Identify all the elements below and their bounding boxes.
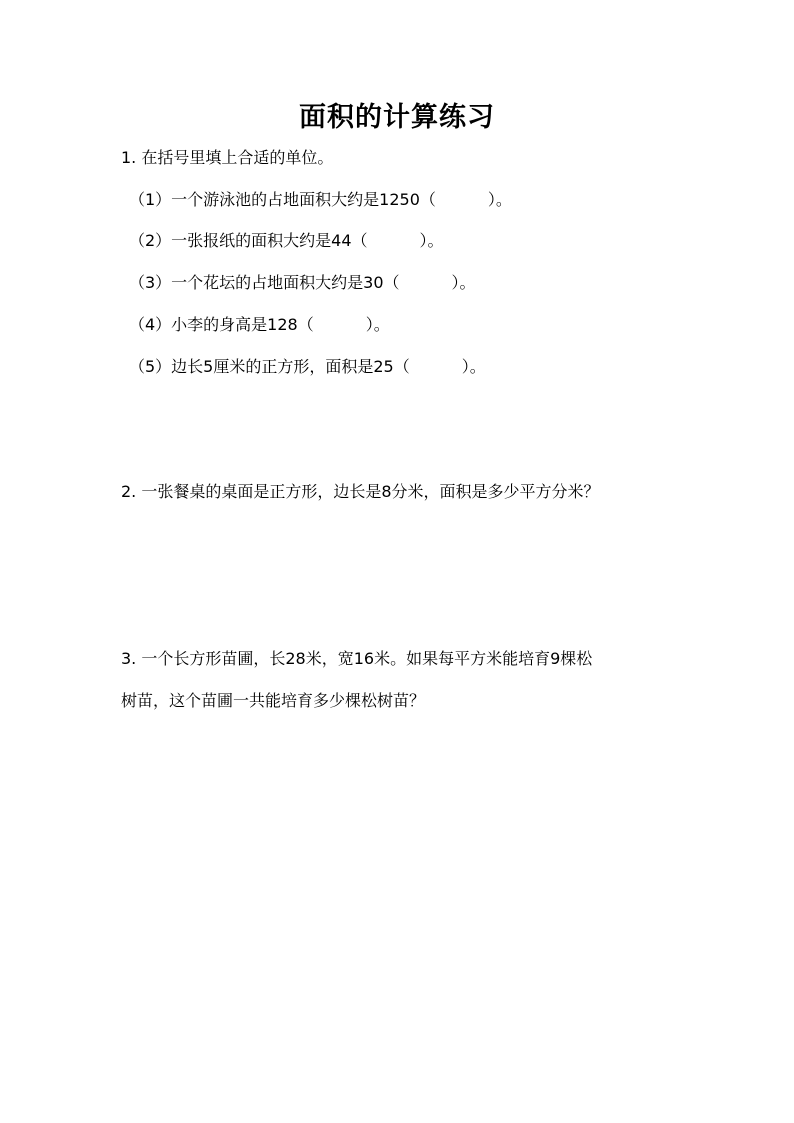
fill-blank-text: （4）小李的身高是128（	[129, 315, 314, 334]
page-title: 面积的计算练习	[299, 102, 495, 133]
fill-blank-text: （3）一个花坛的占地面积大约是30（	[129, 273, 400, 292]
fill-blank-tail: ）。	[365, 315, 390, 334]
fill-blank-tail: ）。	[461, 357, 486, 376]
question-2-text: 2. 一张餐桌的桌面是正方形，边长是8分米，面积是多少平方分米？	[121, 482, 600, 501]
fill-blank-item	[129, 272, 476, 294]
question-3-line-1: 3. 一个长方形苗圃，长28米，宽16米。如果每平方米能培育9棵松	[121, 649, 593, 668]
fill-blank-text: （5）边长5厘米的正方形，面积是25（	[129, 357, 410, 376]
fill-blank-tail: ）。	[451, 273, 476, 292]
fill-blank-item	[129, 189, 512, 211]
fill-blank-item	[129, 230, 444, 252]
fill-blank-text: （2）一张报纸的面积大约是44（	[129, 231, 368, 250]
fill-blank-item	[129, 314, 390, 336]
fill-blank-text: （1）一个游泳池的占地面积大约是1250（	[129, 190, 436, 209]
fill-blank-item	[129, 356, 486, 378]
fill-blank-tail: ）。	[487, 190, 512, 209]
fill-blank-tail: ）。	[419, 231, 444, 250]
question-3-line-2: 树苗，这个苗圃一共能培育多少棵松树苗？	[121, 691, 426, 710]
question-1-heading: 1. 在括号里填上合适的单位。	[121, 148, 334, 167]
